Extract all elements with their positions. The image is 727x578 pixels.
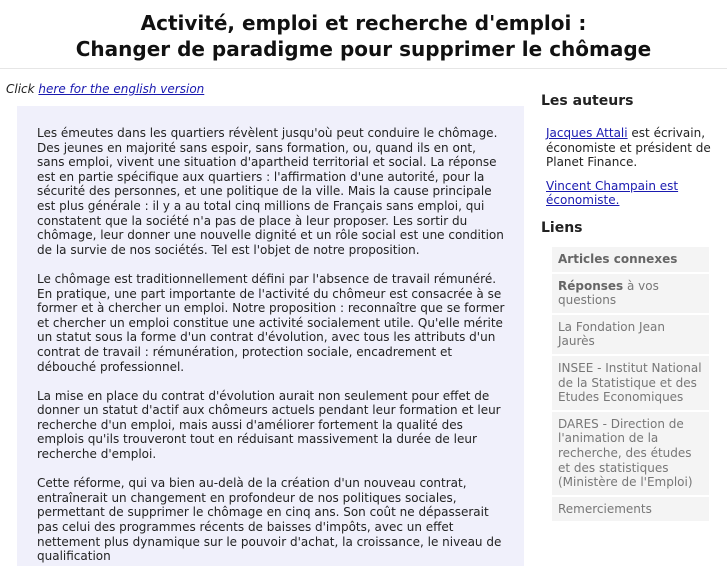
link-label-bold: Réponses [558,278,624,293]
link-remerciements[interactable] [552,497,709,524]
article-paragraph: Les émeutes dans les quartiers révèlent jusqu'où peut conduire le chômage. Des jeunes en majorité sans espoir, sans formation, ou, quand ils en ont, sans emploi, vivent une situation d'apartheid territorial et social. La réponse est en partie spécifique aux quartiers : l'affirmation d'une autorité, pour la sécurité des personnes, et une politique de la ville. Mais la cause principale est plus générale : il y a au total cinq millions de Français sans emploi, qui constatent que la société n'a pas de place à leur proposer. Les sortir du chômage, leur donner une nouvelle dignité et un rôle social est une condition de la survie de nos sociétés. Tel est l'objet de notre proposition. [37,126,504,257]
links-menu [552,247,709,523]
link-reponses[interactable] [552,274,709,315]
link-insee[interactable] [552,356,709,412]
link-fondation-jean-jaures[interactable] [552,315,709,356]
link-label: DARES - Direction de l'animation de la recherche, des études et des statistiques (Ministère de l'Emploi) [558,416,693,490]
author-entry [546,126,721,170]
author-link-champain[interactable]: Vincent Champain est économiste. [546,178,679,208]
article-paragraph: Le chômage est traditionnellement défini par l'absence de travail rémunéré. En pratique, une part importante de l'activité du chômeur est consacrée à se former et à chercher un emploi. Notre proposition : reconnaître que se former et chercher un emploi constitue une activité socialement utile. Qu'elle mérite un statut sous la forme d'un contrat d'évolution, avec tous les attributs d'un contrat de travail : rémunération, protection sociale, encadrement et débouché professionnel. [37,271,505,374]
article-panel [17,106,524,566]
link-label: La Fondation Jean Jaurès [558,319,665,349]
link-label: Articles connexes [558,251,678,266]
english-version-notice [6,82,204,96]
click-prefix: Click [6,82,39,96]
link-label: INSEE - Institut National de la Statistique et des Etudes Economiques [558,360,702,405]
authors-heading: Les auteurs [541,93,634,109]
author-entry [546,179,721,208]
article-body [37,126,505,578]
article-paragraph: La mise en place du contrat d'évolution aurait non seulement pour effet de donner un statut d'actif aux chômeurs actuels pendant leur formation et leur recherche d'un emploi, mais aussi d'améliorer fortement la qualité des emplois qu'ils trouveront tout en réduisant massivement la durée de leur recherche d'emploi. [37,388,501,462]
link-label: Remerciements [558,501,652,516]
page-header [0,0,727,69]
links-heading: Liens [541,219,583,236]
author-link-attali[interactable]: Jacques Attali [546,126,628,140]
sidebar [541,90,721,523]
author-description: est écrivain, économiste et président de Planet Finance. [546,126,711,170]
link-articles-connexes[interactable] [552,247,709,274]
page-title-line-1: Activité, emploi et recherche d'emploi : [140,11,587,35]
page-title-line-2: Changer de paradigme pour supprimer le chômage [75,37,652,61]
authors-list [546,126,721,208]
link-label-rest: à vos questions [558,278,659,308]
english-version-link[interactable]: here for the english version [38,82,205,96]
link-dares[interactable] [552,412,709,497]
article-paragraph: Cette réforme, qui va bien au-delà de la création d'un nouveau contrat, entraînerait un changement en profondeur de nos politiques sociales, permettant de supprimer le chômage en cinq ans. Son coût ne dépasserait pas celui des programmes récents de baisses d'impôts, avec un effet nettement plus dynamique sur le pouvoir d'achat, la croissance, le niveau de qualification [37,476,502,564]
